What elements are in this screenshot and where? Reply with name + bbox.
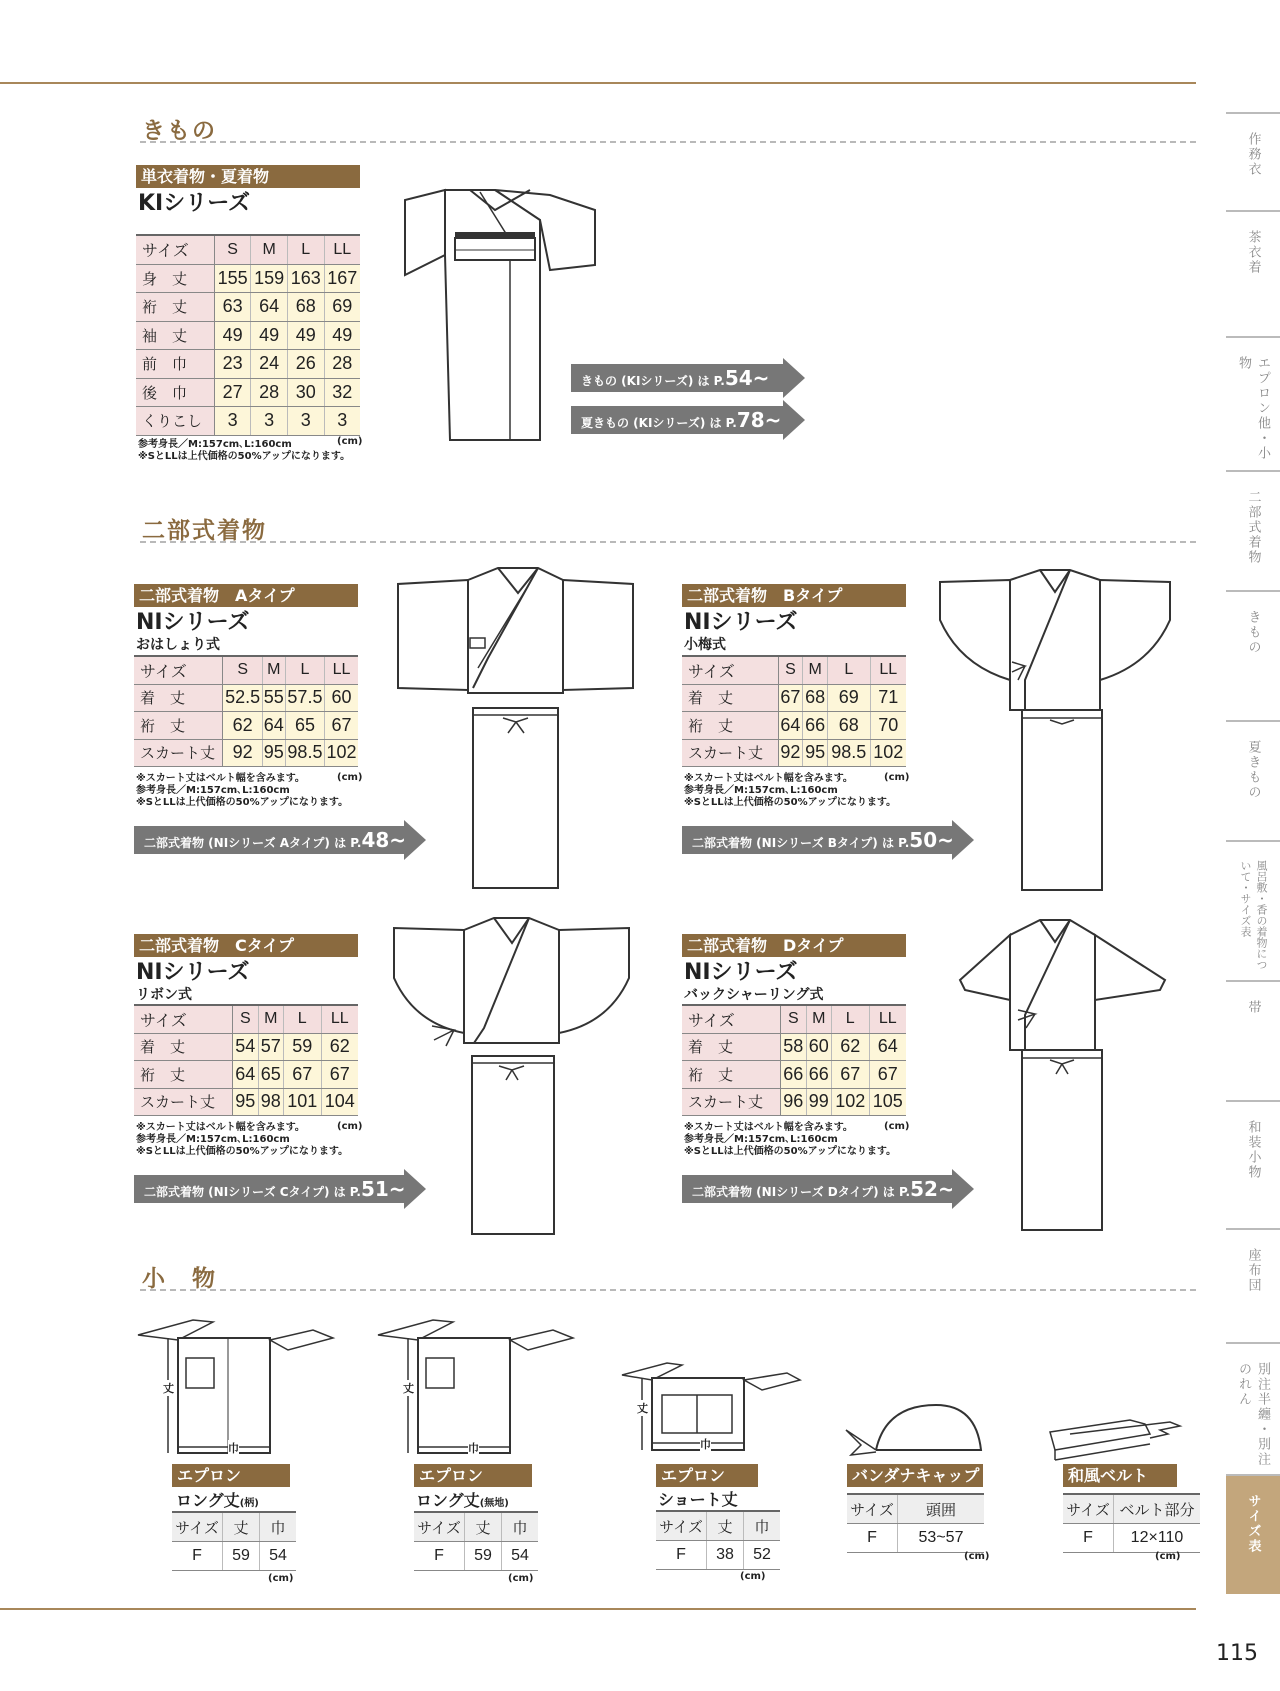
table-row <box>847 1524 984 1553</box>
row-label: スカート丈 <box>134 1088 233 1116</box>
apron3-band: エプロン <box>656 1464 758 1487</box>
nb-note: ※スカート丈はベルト幅を含みます。 参考身長／M:157cm､L:160cm ※SとLLは上代価格の50%アップになります。 <box>684 773 897 808</box>
section-title-komono: 小 物 <box>142 1266 217 1292</box>
size-cell: 71 <box>870 684 906 712</box>
size-cell: 68 <box>287 293 324 322</box>
size-cell: 64 <box>778 712 803 740</box>
apron2-take-label: 丈 <box>403 1382 414 1395</box>
size-cell: S <box>778 656 803 684</box>
table-row <box>414 1542 538 1571</box>
value-cell: F <box>172 1542 223 1571</box>
size-cell: 67 <box>831 1061 869 1089</box>
size-cell: 63 <box>214 293 251 322</box>
nb-link[interactable]: 二部式着物 (NIシリーズ Bタイプ) は P.50~ <box>682 826 974 854</box>
table-row <box>1063 1524 1200 1553</box>
bandana-unit: (cm) <box>964 1551 990 1562</box>
na-band: 二部式着物 Aタイプ <box>134 584 358 607</box>
nd-link[interactable]: 二部式着物 (NIシリーズ Dタイプ) は P.52~ <box>682 1175 974 1203</box>
header-cell: サイズ <box>847 1494 898 1524</box>
size-cell: 163 <box>287 264 324 293</box>
table-header-row <box>682 656 906 684</box>
table-row <box>136 321 360 350</box>
apron1-unit: (cm) <box>268 1573 294 1584</box>
side-tab[interactable] <box>1226 1228 1280 1342</box>
size-cell: LL <box>325 656 358 684</box>
table-row <box>136 378 360 407</box>
size-cell: 167 <box>324 264 360 293</box>
table-row <box>682 1033 906 1061</box>
apron2-unit: (cm) <box>508 1573 534 1584</box>
apron1-title: ロング丈(柄) <box>176 1491 259 1510</box>
size-cell: 104 <box>321 1088 358 1116</box>
size-cell: 52.5 <box>223 684 262 712</box>
side-tab-label: 茶衣着 <box>1245 230 1261 275</box>
table-row <box>682 1088 906 1116</box>
side-tab-label: エプロン他・小物 <box>1236 356 1270 461</box>
side-tab-label: サイズ表 <box>1245 1494 1261 1554</box>
value-cell: 54 <box>502 1542 539 1571</box>
size-cell: 102 <box>831 1088 869 1116</box>
section-title-kimono: きもの <box>142 118 217 144</box>
table-header-row <box>134 1005 358 1033</box>
size-cell: 67 <box>869 1061 906 1089</box>
nb-size-table <box>682 655 906 767</box>
size-cell: 23 <box>214 350 251 379</box>
row-label: 着 丈 <box>682 684 778 712</box>
size-cell: S <box>233 1005 258 1033</box>
nb-band: 二部式着物 Bタイプ <box>682 584 906 607</box>
size-cell: LL <box>321 1005 358 1033</box>
size-cell: 155 <box>214 264 251 293</box>
size-cell: 69 <box>828 684 870 712</box>
side-tab-label: きもの <box>1245 610 1261 655</box>
size-cell: 65 <box>258 1061 283 1089</box>
row-label: 裄 丈 <box>134 1061 233 1089</box>
value-cell: F <box>656 1541 707 1570</box>
side-tab-label: 別注半纏・別注のれん <box>1236 1362 1270 1467</box>
apron3-table <box>656 1510 780 1570</box>
size-cell: 60 <box>806 1033 831 1061</box>
belt-table <box>1063 1493 1200 1553</box>
size-cell: L <box>828 656 870 684</box>
size-cell: 58 <box>781 1033 806 1061</box>
row-label: 袖 丈 <box>136 321 214 350</box>
table-row <box>682 712 906 740</box>
side-tab[interactable] <box>1226 1342 1280 1474</box>
size-cell: 102 <box>870 739 906 767</box>
row-label: 身 丈 <box>136 264 214 293</box>
row-label: スカート丈 <box>682 1088 781 1116</box>
bottom-rule <box>0 1608 1196 1610</box>
size-cell: L <box>285 656 324 684</box>
size-cell: 98 <box>258 1088 283 1116</box>
na-sub: おはしょり式 <box>136 637 220 653</box>
side-tab[interactable] <box>1226 720 1280 840</box>
side-tab[interactable] <box>1226 470 1280 590</box>
section-divider <box>140 141 1196 143</box>
size-cell: 92 <box>223 739 262 767</box>
table-header-row <box>414 1512 538 1542</box>
side-tab[interactable] <box>1226 1100 1280 1228</box>
apron2-band: エプロン <box>414 1464 532 1487</box>
size-cell: 57 <box>258 1033 283 1061</box>
table-row <box>134 1088 358 1116</box>
size-cell: 62 <box>831 1033 869 1061</box>
row-label: 着 丈 <box>134 1033 233 1061</box>
size-cell: 92 <box>778 739 803 767</box>
apron1-take-label: 丈 <box>163 1382 174 1395</box>
size-cell: 66 <box>803 712 828 740</box>
value-cell: F <box>1063 1524 1114 1553</box>
size-cell: 49 <box>324 321 360 350</box>
na-size-table <box>134 655 358 767</box>
header-cell: 巾 <box>260 1512 297 1542</box>
row-label: サイズ <box>682 656 778 684</box>
bandana-band: バンダナキャップ <box>847 1464 983 1487</box>
nc-link[interactable]: 二部式着物 (NIシリーズ Cタイプ) は P.51~ <box>134 1175 426 1203</box>
header-cell: 丈 <box>223 1512 260 1542</box>
side-tab[interactable] <box>1226 112 1280 210</box>
row-label: サイズ <box>136 235 214 264</box>
size-cell: 64 <box>262 712 285 740</box>
ki-unit: (cm) <box>337 436 363 447</box>
row-label: 後 巾 <box>136 378 214 407</box>
size-cell: 95 <box>803 739 828 767</box>
side-tab[interactable] <box>1226 210 1280 336</box>
header-cell: 丈 <box>707 1511 744 1541</box>
side-tab[interactable] <box>1226 336 1280 470</box>
top-rule <box>0 82 1196 84</box>
section-divider <box>140 541 1196 543</box>
belt-band: 和風ベルト <box>1063 1464 1177 1487</box>
header-cell: サイズ <box>1063 1494 1114 1524</box>
size-cell: LL <box>324 235 360 264</box>
apron1-haba-label: 巾 <box>228 1442 239 1455</box>
size-cell: 27 <box>214 378 251 407</box>
size-cell: 60 <box>325 684 358 712</box>
nd-sub: バックシャーリング式 <box>684 987 824 1003</box>
size-cell: 57.5 <box>285 684 324 712</box>
size-cell: M <box>251 235 288 264</box>
table-header-row <box>134 656 358 684</box>
size-cell: S <box>223 656 262 684</box>
nibushiki-a-illustration <box>398 568 633 893</box>
size-cell: 30 <box>287 378 324 407</box>
row-label: スカート丈 <box>682 739 778 767</box>
nd-series: NIシリーズ <box>684 960 798 985</box>
side-tab[interactable] <box>1226 1474 1280 1594</box>
ki-note: 参考身長／M:157cm､L:160cm ※SとLLは上代価格の50%アップになります。 <box>138 439 351 462</box>
size-cell: 49 <box>287 321 324 350</box>
side-tab-label: 作務衣 <box>1245 132 1261 177</box>
nc-band: 二部式着物 Cタイプ <box>134 934 358 957</box>
side-tab-label: 帯 <box>1245 1000 1261 1015</box>
page-number: 115 <box>1216 1641 1258 1666</box>
nd-size-table <box>682 1004 906 1116</box>
nc-series: NIシリーズ <box>136 960 250 985</box>
na-note: ※スカート丈はベルト幅を含みます。 参考身長／M:157cm､L:160cm ※SとLLは上代価格の50%アップになります。 <box>136 773 349 808</box>
side-tab[interactable] <box>1226 590 1280 720</box>
value-cell: 54 <box>260 1542 297 1571</box>
size-cell: 62 <box>321 1033 358 1061</box>
size-cell: 26 <box>287 350 324 379</box>
nb-sub: 小梅式 <box>684 637 726 653</box>
value-cell: 53~57 <box>898 1524 985 1553</box>
size-cell: 67 <box>321 1061 358 1089</box>
size-cell: 159 <box>251 264 288 293</box>
size-cell: 105 <box>869 1088 906 1116</box>
side-tab[interactable] <box>1226 840 1280 980</box>
table-row <box>134 1061 358 1089</box>
table-row <box>136 350 360 379</box>
table-row <box>682 1061 906 1089</box>
size-cell: 69 <box>324 293 360 322</box>
nc-sub: リボン式 <box>136 987 192 1003</box>
size-cell: 95 <box>262 739 285 767</box>
header-cell: サイズ <box>414 1512 465 1542</box>
value-cell: F <box>847 1524 898 1553</box>
size-cell: 64 <box>251 293 288 322</box>
row-label: 着 丈 <box>682 1033 781 1061</box>
table-header-row <box>172 1512 296 1542</box>
size-cell: S <box>214 235 251 264</box>
size-cell: 70 <box>870 712 906 740</box>
apron3-haba-label: 巾 <box>700 1438 711 1451</box>
size-cell: 24 <box>251 350 288 379</box>
section-divider <box>140 1289 1196 1291</box>
row-label: 裄 丈 <box>136 293 214 322</box>
size-cell: 68 <box>803 684 828 712</box>
bandana-cap-illustration <box>846 1400 986 1465</box>
nd-unit: (cm) <box>884 1121 910 1132</box>
header-cell: サイズ <box>172 1512 223 1542</box>
size-cell: 64 <box>233 1061 258 1089</box>
value-cell: 59 <box>223 1542 260 1571</box>
ki-size-table <box>136 234 360 436</box>
size-cell: L <box>287 235 324 264</box>
size-cell: 98.5 <box>828 739 870 767</box>
size-cell: 66 <box>806 1061 831 1089</box>
header-cell: 丈 <box>465 1512 502 1542</box>
nb-series: NIシリーズ <box>684 610 798 635</box>
table-header-row <box>656 1511 780 1541</box>
size-cell: S <box>781 1005 806 1033</box>
header-cell: ベルト部分 <box>1114 1494 1201 1524</box>
row-label: 裄 丈 <box>134 712 223 740</box>
ki-link-natsu-kimono[interactable]: 夏きもの (KIシリーズ) は P.78~ <box>571 406 805 434</box>
row-label: 裄 丈 <box>682 712 778 740</box>
table-header-row <box>136 235 360 264</box>
size-cell: 67 <box>283 1061 321 1089</box>
size-cell: 67 <box>778 684 803 712</box>
table-header-row <box>847 1494 984 1524</box>
ki-band: 単衣着物・夏着物 <box>136 165 360 188</box>
nibushiki-c-illustration <box>394 918 629 1238</box>
row-label: 前 巾 <box>136 350 214 379</box>
table-row <box>136 407 360 436</box>
size-cell: 65 <box>285 712 324 740</box>
section-title-nibushiki: 二部式着物 <box>142 518 267 544</box>
size-cell: 3 <box>251 407 288 436</box>
value-cell: F <box>414 1542 465 1571</box>
size-cell: L <box>831 1005 869 1033</box>
header-cell: サイズ <box>656 1511 707 1541</box>
apron1-table <box>172 1511 296 1571</box>
ki-link-kimono[interactable]: きもの (KIシリーズ) は P.54~ <box>571 364 805 392</box>
table-header-row <box>682 1005 906 1033</box>
row-label: くりこし <box>136 407 214 436</box>
size-cell: 62 <box>223 712 262 740</box>
size-cell: 49 <box>251 321 288 350</box>
value-cell: 59 <box>465 1542 502 1571</box>
side-tab[interactable] <box>1226 980 1280 1100</box>
na-series: NIシリーズ <box>136 610 250 635</box>
table-row <box>136 264 360 293</box>
apron3-title: ショート丈 <box>658 1490 738 1509</box>
nd-note: ※スカート丈はベルト幅を含みます。 参考身長／M:157cm､L:160cm ※SとLLは上代価格の50%アップになります。 <box>684 1122 897 1157</box>
row-label: スカート丈 <box>134 739 223 767</box>
size-cell: LL <box>870 656 906 684</box>
size-cell: 3 <box>214 407 251 436</box>
side-tab-label: 風呂敷・香の着物について・サイズ表 <box>1239 860 1268 970</box>
table-row <box>172 1542 296 1571</box>
bandana-table <box>847 1493 984 1553</box>
nd-band: 二部式着物 Dタイプ <box>682 934 906 957</box>
header-cell: 頭囲 <box>898 1494 985 1524</box>
nc-unit: (cm) <box>337 1121 363 1132</box>
table-header-row <box>1063 1494 1200 1524</box>
row-label: 着 丈 <box>134 684 223 712</box>
size-cell: 98.5 <box>285 739 324 767</box>
nc-size-table <box>134 1004 358 1116</box>
nibushiki-b-illustration <box>940 570 1170 895</box>
size-cell: 101 <box>283 1088 321 1116</box>
side-tab-label: 二部式着物 <box>1245 490 1261 565</box>
value-cell: 38 <box>707 1541 744 1570</box>
size-cell: 28 <box>324 350 360 379</box>
size-cell: L <box>283 1005 321 1033</box>
size-cell: 66 <box>781 1061 806 1089</box>
apron2-title: ロング丈(無地) <box>416 1491 509 1510</box>
size-cell: 49 <box>214 321 251 350</box>
size-cell: LL <box>869 1005 906 1033</box>
table-row <box>134 684 358 712</box>
table-row <box>136 293 360 322</box>
nb-unit: (cm) <box>884 772 910 783</box>
header-cell: 巾 <box>744 1511 781 1541</box>
table-row <box>682 739 906 767</box>
size-cell: 99 <box>806 1088 831 1116</box>
size-cell: 67 <box>325 712 358 740</box>
table-row <box>134 739 358 767</box>
size-cell: 96 <box>781 1088 806 1116</box>
row-label: サイズ <box>134 656 223 684</box>
side-tab-label: 夏きもの <box>1245 740 1261 800</box>
side-tab-label: 座布団 <box>1245 1248 1261 1293</box>
table-row <box>682 684 906 712</box>
row-label: 裄 丈 <box>682 1061 781 1089</box>
apron-short-illustration <box>622 1355 802 1465</box>
kimono-illustration <box>400 180 600 445</box>
size-cell: 102 <box>325 739 358 767</box>
size-cell: M <box>806 1005 831 1033</box>
value-cell: 52 <box>744 1541 781 1570</box>
size-cell: 55 <box>262 684 285 712</box>
na-unit: (cm) <box>337 772 363 783</box>
wafu-belt-illustration <box>1050 1412 1185 1462</box>
row-label: サイズ <box>134 1005 233 1033</box>
size-cell: 54 <box>233 1033 258 1061</box>
nibushiki-d-illustration <box>960 920 1175 1235</box>
size-cell: M <box>803 656 828 684</box>
value-cell: 12×110 <box>1114 1524 1201 1553</box>
size-cell: 3 <box>287 407 324 436</box>
ki-series: KIシリーズ <box>138 191 251 216</box>
size-cell: 28 <box>251 378 288 407</box>
na-link[interactable]: 二部式着物 (NIシリーズ Aタイプ) は P.48~ <box>134 826 426 854</box>
table-row <box>134 1033 358 1061</box>
size-cell: 95 <box>233 1088 258 1116</box>
size-cell: M <box>258 1005 283 1033</box>
apron2-table <box>414 1511 538 1571</box>
table-row <box>656 1541 780 1570</box>
apron1-band: エプロン <box>172 1464 290 1487</box>
header-cell: 巾 <box>502 1512 539 1542</box>
table-row <box>134 712 358 740</box>
apron3-unit: (cm) <box>740 1571 766 1582</box>
row-label: サイズ <box>682 1005 781 1033</box>
apron2-haba-label: 巾 <box>468 1442 479 1455</box>
size-cell: 59 <box>283 1033 321 1061</box>
side-tab-label: 和装小物 <box>1245 1120 1261 1180</box>
apron3-take-label: 丈 <box>637 1402 648 1415</box>
size-cell: 3 <box>324 407 360 436</box>
size-cell: M <box>262 656 285 684</box>
size-cell: 64 <box>869 1033 906 1061</box>
belt-unit: (cm) <box>1155 1551 1181 1562</box>
size-cell: 32 <box>324 378 360 407</box>
size-cell: 68 <box>828 712 870 740</box>
nc-note: ※スカート丈はベルト幅を含みます。 参考身長／M:157cm､L:160cm ※SとLLは上代価格の50%アップになります。 <box>136 1122 349 1157</box>
